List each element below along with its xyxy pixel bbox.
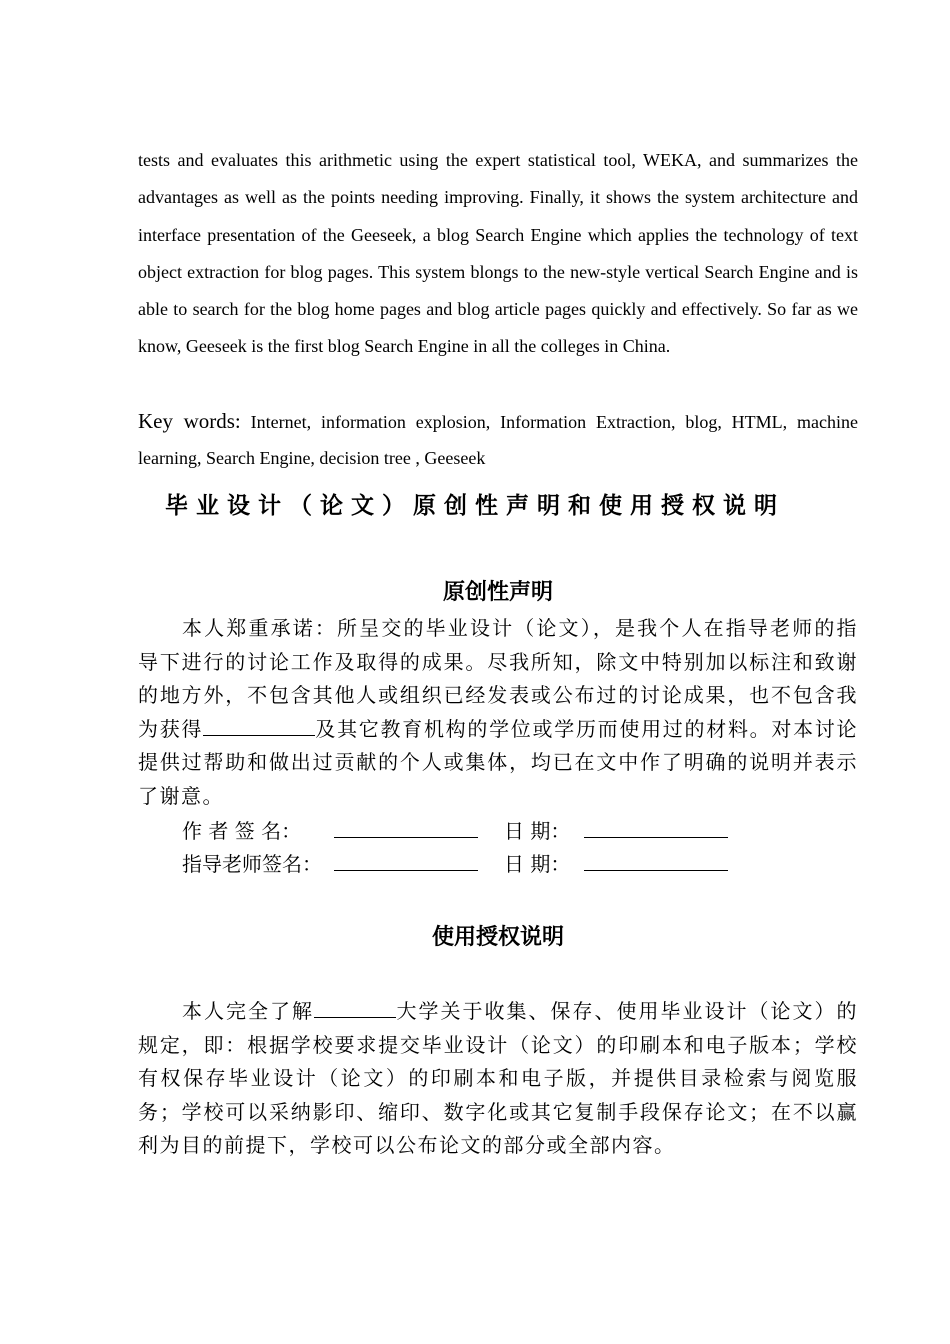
author-signature-blank[interactable] [334,815,478,838]
abstract-paragraph [138,142,858,366]
advisor-date-label: 日 期： [504,852,571,876]
author-signature-row [182,815,728,848]
keywords-label: Key words: [138,409,241,433]
authorization-text-part1: 本人完全了解 [182,999,314,1023]
authorization-title: 使用授权说明 [431,925,564,950]
keywords-paragraph [138,403,858,476]
originality-paragraph [138,612,858,813]
abstract-text: tests and evaluates this arithmetic using the expert statistical tool, WEKA, and summarizes the advantages as well as the points needing improving. Finally, it shows the system architecture and interface presentation of the Geeseek, a blog Search Engine which applies the technology of text object extraction for blog pages. This system blongs to the new-style vertical Search Engine and is able to search for the blog home pages and blog article pages quickly and effectively. So far as we know, Geeseek is the first blog Search Engine in all the colleges in China. [138,150,858,357]
advisor-signature-label: 指导老师签名： [182,852,322,876]
originality-text-part1: 本人郑重承诺：所呈交的毕业设计（论文），是我个人在指导老师的指导下进行的讨论工作及取得的成果。尽我所知，除文中特别加以标注和致谢的地方外，不包含其他人或组织已经发表或公布过的讨论成果，也不包含我为获得 [138,616,858,741]
advisor-date-blank[interactable] [584,848,728,871]
author-signature-label: 作 者 签 名： [182,819,302,843]
authorization-paragraph [138,995,858,1163]
declaration-main-title: 毕业设计（论文）原创性声明和使用授权说明 [165,493,785,519]
university-blank[interactable] [314,995,396,1018]
authorization-text-part2: 大学关于收集、保存、使用毕业设计（论文）的规定，即：根据学校要求提交毕业设计（论文）的印刷本和电子版本；学校有权保存毕业设计（论文）的印刷本和电子版，并提供目录检索与阅览服务；学校可以采纳影印、缩印、数字化或其它复制手段保存论文；在不以赢利为目的前提下，学校可以公布论文的部分或全部内容。 [138,999,858,1157]
keywords-text: Internet, information explosion, Information Extraction, blog, HTML, machine learning, Search Engine, decision tree , Geeseek [138,412,858,468]
advisor-signature-blank[interactable] [334,848,478,871]
author-date-label: 日 期： [504,819,571,843]
originality-text-part2: 及其它教育机构的学位或学历而使用过的材料。对本讨论提供过帮助和做出过贡献的个人或集体，均已在文中作了明确的说明并表示了谢意。 [138,716,859,808]
degree-blank[interactable] [203,713,315,736]
advisor-signature-row [182,848,728,881]
originality-title: 原创性声明 [442,580,553,605]
author-date-blank[interactable] [584,815,728,838]
